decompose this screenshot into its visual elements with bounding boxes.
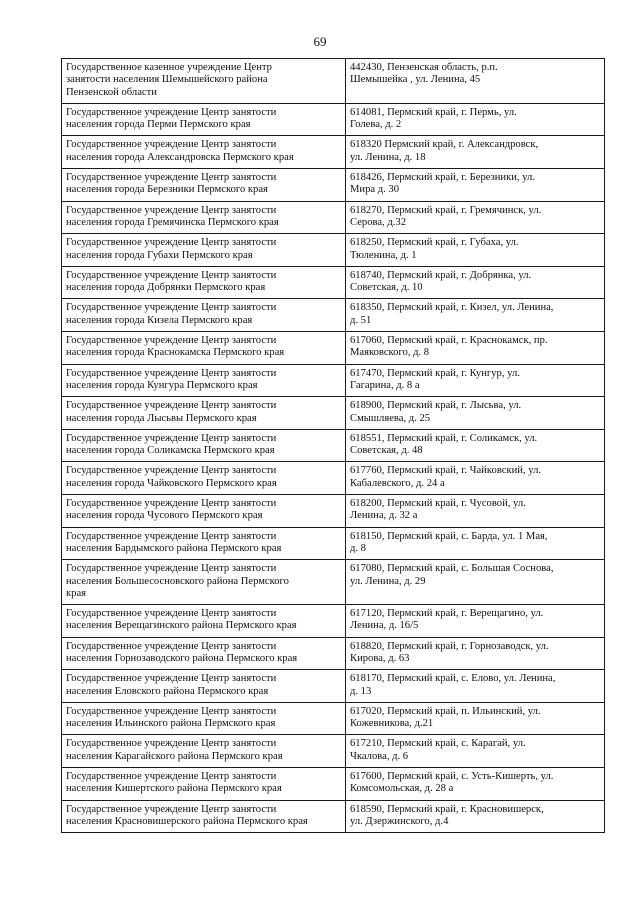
address-cell: 618590, Пермский край, г. Красновишерск, ул. Дзержинского, д.4 [346, 800, 605, 833]
table-row [62, 266, 605, 299]
institution-name-cell: Государственное учреждение Центр занятости населения города Губахи Пермского края [62, 234, 346, 267]
institution-name-cell: Государственное учреждение Центр занятости населения города Березники Пермского края [62, 169, 346, 202]
table-row [62, 201, 605, 234]
address-cell: 618250, Пермский край, г. Губаха, ул. Тюленина, д. 1 [346, 234, 605, 267]
table-row [62, 800, 605, 833]
institution-name-cell: Государственное учреждение Центр занятости населения города Перми Пермского края [62, 103, 346, 136]
institution-name-cell: Государственное учреждение Центр занятости населения города Соликамска Пермского края [62, 429, 346, 462]
address-cell: 617060, Пермский край, г. Краснокамск, пр. Маяковского, д. 8 [346, 332, 605, 365]
address-cell: 617470, Пермский край, г. Кунгур, ул. Гагарина, д. 8 а [346, 364, 605, 397]
table-row [62, 429, 605, 462]
institution-name-cell: Государственное учреждение Центр занятости населения Ильинского района Пермского края [62, 702, 346, 735]
table-row [62, 768, 605, 801]
address-cell: 617600, Пермский край, с. Усть-Кишерть, ул. Комсомольская, д. 28 а [346, 768, 605, 801]
institution-name-cell: Государственное учреждение Центр занятости населения Еловского района Пермского края [62, 670, 346, 703]
address-cell: 618900, Пермский край, г. Лысьва, ул. Смышляева, д. 25 [346, 397, 605, 430]
address-cell: 617760, Пермский край, г. Чайковский, ул. Кабалевского, д. 24 а [346, 462, 605, 495]
address-cell: 618170, Пермский край, с. Елово, ул. Ленина, д. 13 [346, 670, 605, 703]
address-cell: 618150, Пермский край, с. Барда, ул. 1 Мая, д. 8 [346, 527, 605, 560]
address-cell: 617080, Пермский край, с. Большая Соснова, ул. Ленина, д. 29 [346, 560, 605, 605]
table-row [62, 527, 605, 560]
table-row [62, 332, 605, 365]
institution-name-cell: Государственное учреждение Центр занятости населения Карагайского района Пермского края [62, 735, 346, 768]
table-row [62, 495, 605, 528]
table-row [62, 59, 605, 104]
address-cell: 618740, Пермский край, г. Добрянка, ул. Советская, д. 10 [346, 266, 605, 299]
address-cell: 614081, Пермский край, г. Пермь, ул. Голева, д. 2 [346, 103, 605, 136]
institution-name-cell: Государственное учреждение Центр занятости населения Горнозаводского района Пермского края [62, 637, 346, 670]
employment-centers-table [61, 58, 605, 833]
institution-name-cell: Государственное учреждение Центр занятости населения города Чайковского Пермского края [62, 462, 346, 495]
address-cell: 618820, Пермский край, г. Горнозаводск, ул. Кирова, д. 63 [346, 637, 605, 670]
table-row [62, 670, 605, 703]
table-row [62, 637, 605, 670]
table-body [62, 59, 605, 833]
institution-name-cell: Государственное учреждение Центр занятости населения Верещагинского района Пермского края [62, 605, 346, 638]
address-cell: 618320 Пермский край, г. Александровск, ул. Ленина, д. 18 [346, 136, 605, 169]
address-cell: 618270, Пермский край, г. Гремячинск, ул. Серова, д.32 [346, 201, 605, 234]
table-row [62, 702, 605, 735]
institution-name-cell: Государственное учреждение Центр занятости населения Бардымского района Пермского края [62, 527, 346, 560]
institution-name-cell: Государственное казенное учреждение Центр занятости населения Шемышейского района Пензенской области [62, 59, 346, 104]
institution-name-cell: Государственное учреждение Центр занятости населения города Кизела Пермского края [62, 299, 346, 332]
address-cell: 617210, Пермский край, с. Карагай, ул. Чкалова, д. 6 [346, 735, 605, 768]
table-row [62, 299, 605, 332]
institution-name-cell: Государственное учреждение Центр занятости населения города Александровска Пермского края [62, 136, 346, 169]
institution-name-cell: Государственное учреждение Центр занятости населения Красновишерского района Пермского края [62, 800, 346, 833]
institution-name-cell: Государственное учреждение Центр занятости населения города Кунгура Пермского края [62, 364, 346, 397]
table-row [62, 364, 605, 397]
institution-name-cell: Государственное учреждение Центр занятости населения города Чусового Пермского края [62, 495, 346, 528]
institution-name-cell: Государственное учреждение Центр занятости населения города Краснокамска Пермского края [62, 332, 346, 365]
address-cell: 617120, Пермский край, г. Верещагино, ул. Ленина, д. 16/5 [346, 605, 605, 638]
institution-name-cell: Государственное учреждение Центр занятости населения города Добрянки Пермского края [62, 266, 346, 299]
table-row [62, 462, 605, 495]
institution-name-cell: Государственное учреждение Центр занятости населения города Лысьвы Пермского края [62, 397, 346, 430]
page-number: 69 [313, 34, 327, 49]
address-cell: 618426, Пермский край, г. Березники, ул. Мира д. 30 [346, 169, 605, 202]
table-row [62, 234, 605, 267]
table-row [62, 103, 605, 136]
table-row [62, 735, 605, 768]
address-cell: 617020, Пермский край, п. Ильинский, ул. Кожевникова, д.21 [346, 702, 605, 735]
table-row [62, 397, 605, 430]
institution-name-cell: Государственное учреждение Центр занятости населения Большесосновского района Пермского края [62, 560, 346, 605]
table-row [62, 136, 605, 169]
institution-name-cell: Государственное учреждение Центр занятости населения города Гремячинска Пермского края [62, 201, 346, 234]
address-cell: 618350, Пермский край, г. Кизел, ул. Ленина, д. 51 [346, 299, 605, 332]
institution-name-cell: Государственное учреждение Центр занятости населения Кишертского района Пермского края [62, 768, 346, 801]
table-row [62, 560, 605, 605]
address-cell: 618200, Пермский край, г. Чусовой, ул. Ленина, д. 32 а [346, 495, 605, 528]
table-row [62, 169, 605, 202]
address-cell: 442430, Пензенская область, р.п. Шемышейка , ул. Ленина, 45 [346, 59, 605, 104]
table-row [62, 605, 605, 638]
address-cell: 618551, Пермский край, г. Соликамск, ул. Советская, д. 48 [346, 429, 605, 462]
